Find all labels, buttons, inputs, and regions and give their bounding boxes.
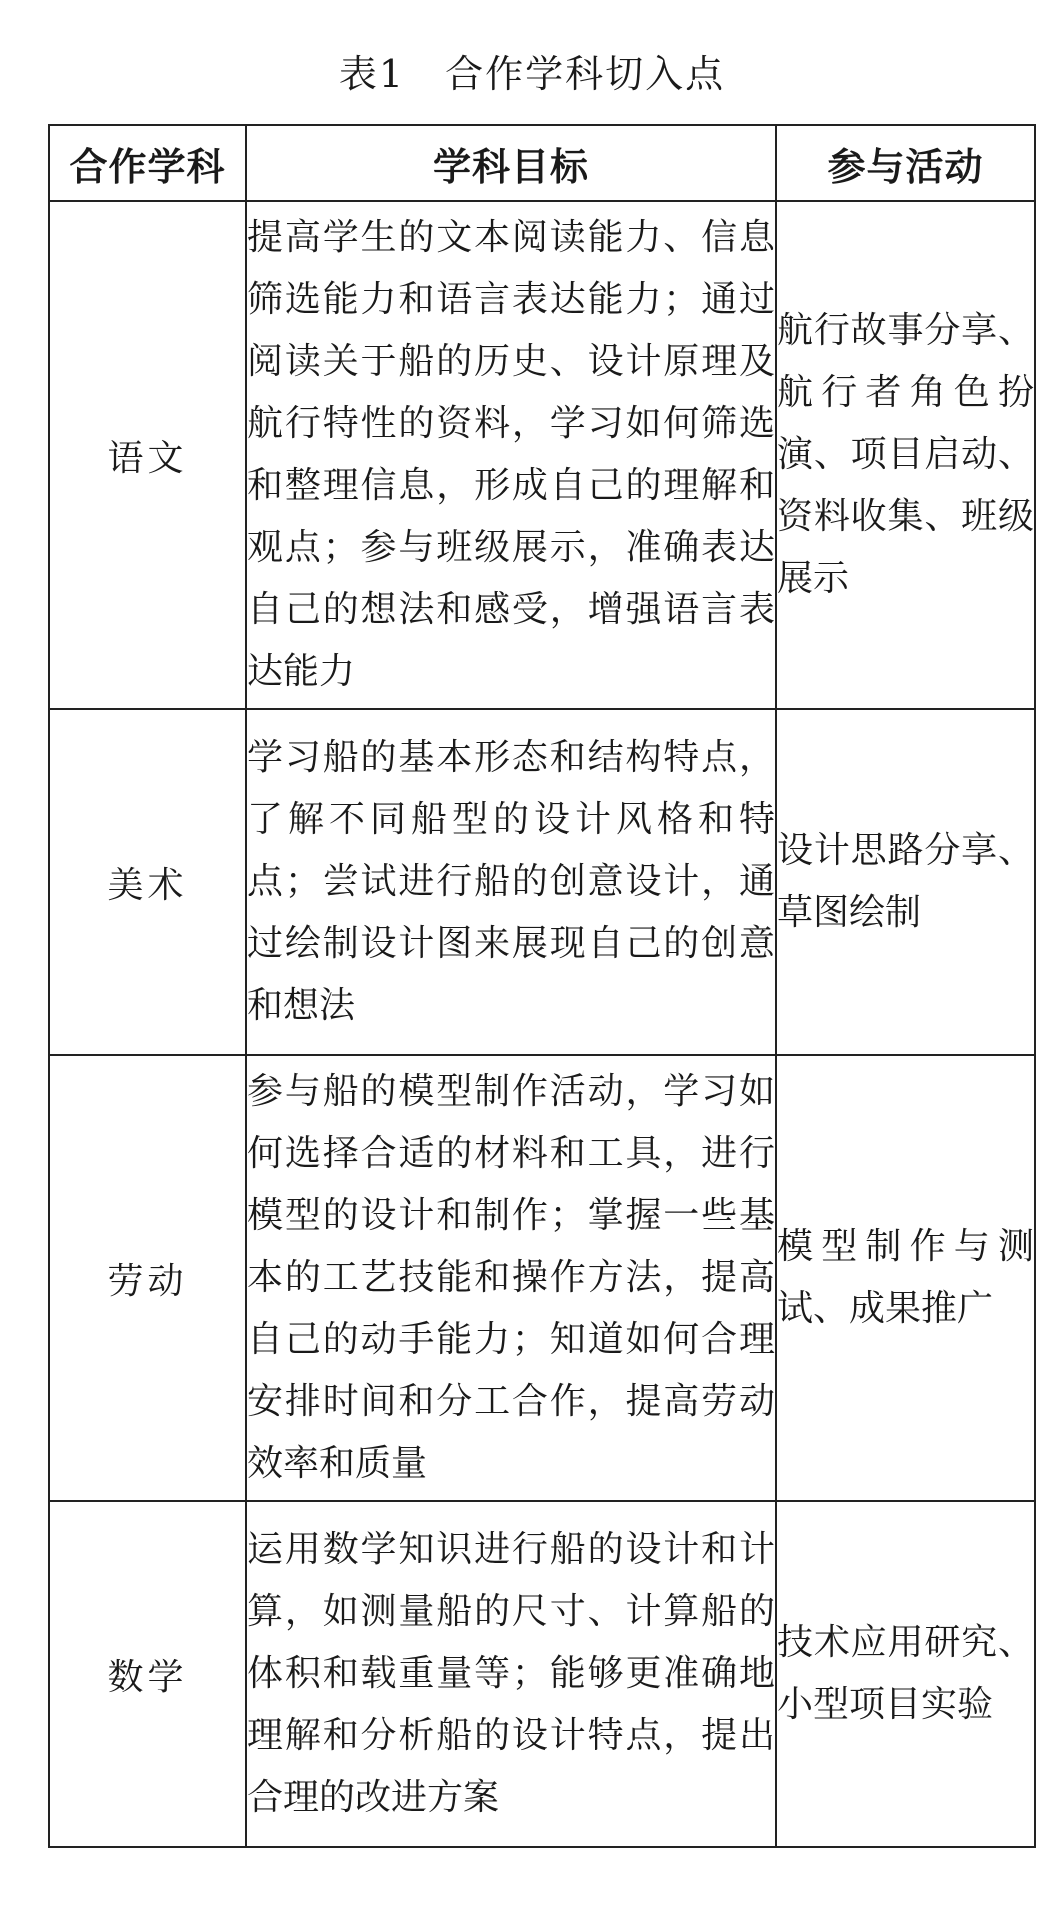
header-goal: 学科目标 [246,125,776,201]
row-subject: 数学 [49,1501,246,1847]
table-row [49,201,1035,709]
row-activity: 设计思路分享、草图绘制 [776,709,1035,1055]
header-subject: 合作学科 [49,125,246,201]
row-goal: 参与船的模型制作活动，学习如何选择合适的材料和工具，进行模型的设计和制作；掌握一些基本的工艺技能和操作方法，提高自己的动手能力；知道如何合理安排时间和分工合作，提高劳动效率和质量 [246,1055,776,1501]
table-header-row [49,125,1035,201]
row-subject: 劳动 [49,1055,246,1501]
row-goal: 运用数学知识进行船的设计和计算，如测量船的尺寸、计算船的体积和载重量等；能够更准确地理解和分析船的设计特点，提出合理的改进方案 [246,1501,776,1847]
row-goal: 学习船的基本形态和结构特点，了解不同船型的设计风格和特点；尝试进行船的创意设计，通过绘制设计图来展现自己的创意和想法 [246,709,776,1055]
table-row [49,709,1035,1055]
table-row [49,1501,1035,1847]
row-subject: 美术 [49,709,246,1055]
row-subject: 语文 [49,201,246,709]
header-activity: 参与活动 [776,125,1035,201]
table-row [49,1055,1035,1501]
row-activity: 航行故事分享、航行者角色扮演、项目启动、资料收集、班级展示 [776,201,1035,709]
row-goal: 提高学生的文本阅读能力、信息筛选能力和语言表达能力；通过阅读关于船的历史、设计原理及航行特性的资料，学习如何筛选和整理信息，形成自己的理解和观点；参与班级展示，准确表达自己的想法和感受，增强语言表达能力 [246,201,776,709]
row-activity: 技术应用研究、小型项目实验 [776,1501,1035,1847]
table-caption: 表1 合作学科切入点 [338,52,726,96]
row-activity: 模型制作与测试、成果推广 [776,1055,1035,1501]
subjects-table [48,124,1036,1848]
